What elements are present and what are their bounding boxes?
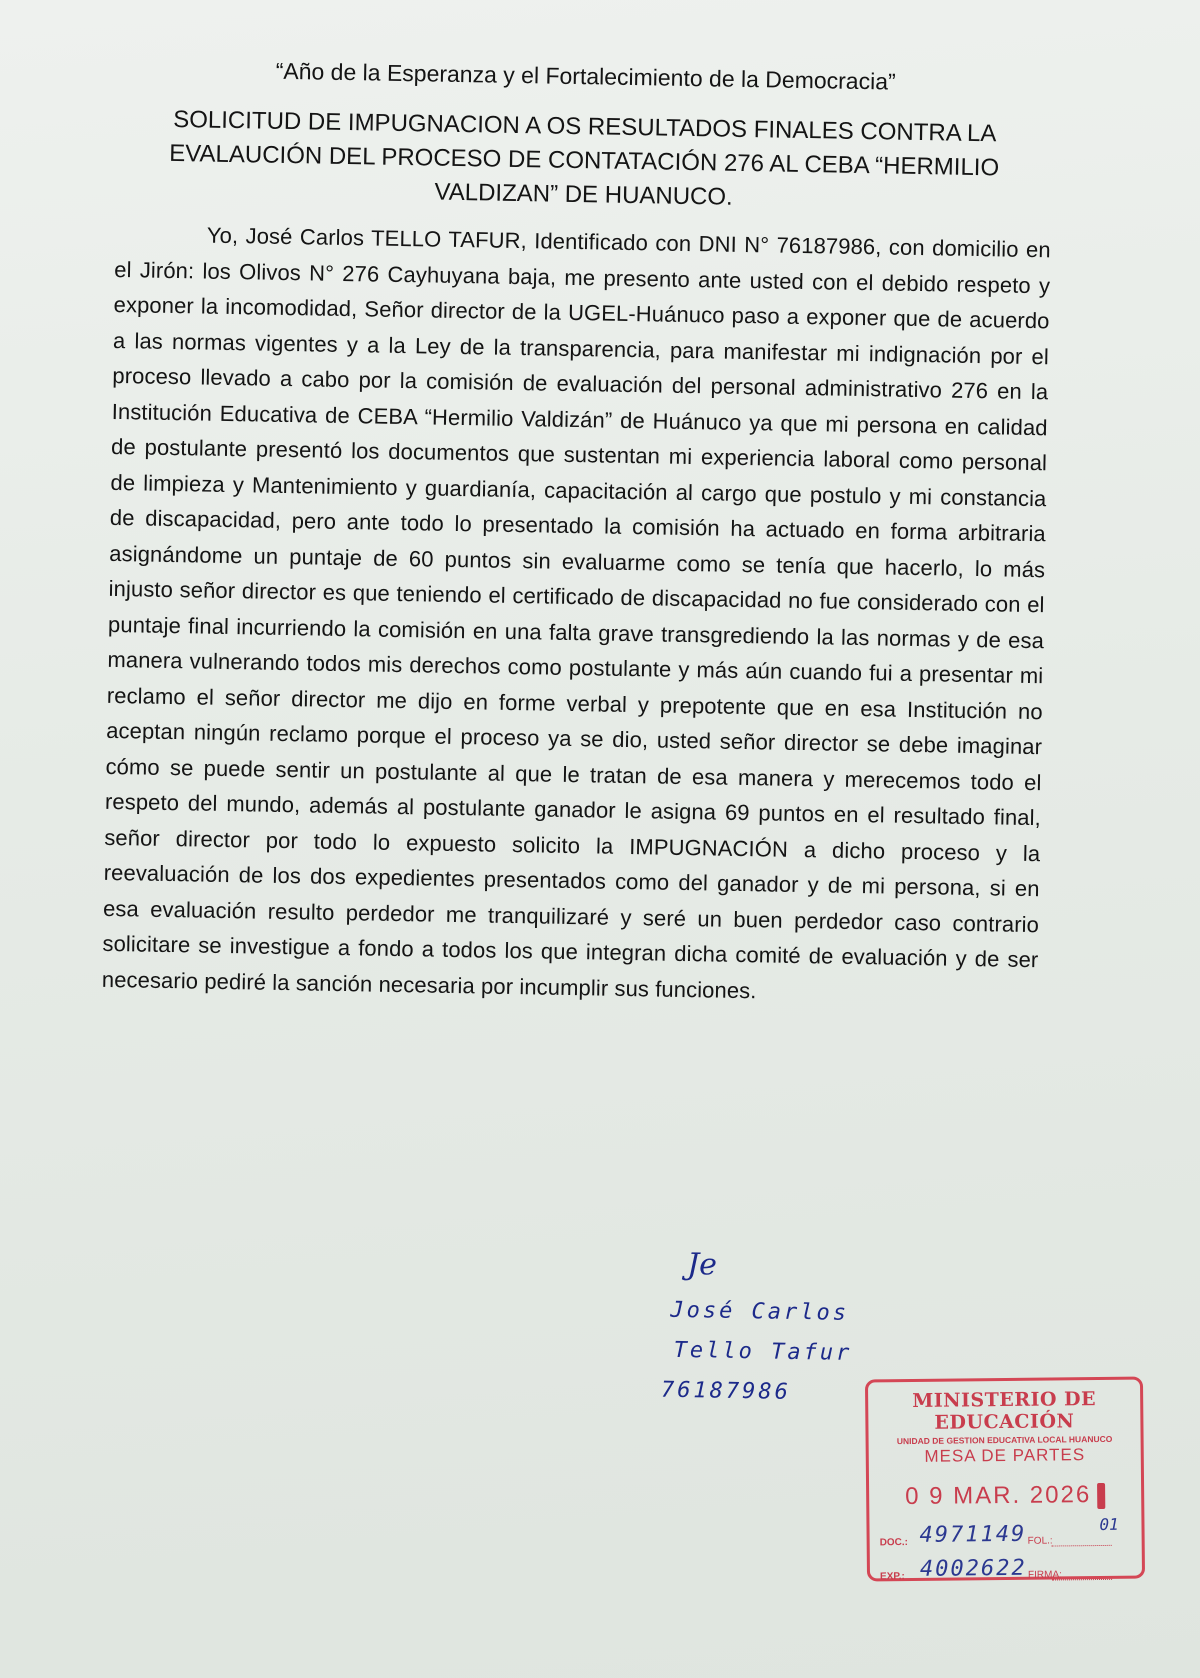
signature-dni: 76187986 (660, 1377, 792, 1405)
stamp-doc-dotted-line (1052, 1545, 1112, 1547)
handwritten-signature (609, 1246, 872, 1415)
letter-body: Yo, José Carlos TELLO TAFUR, Identificado con DNI N° 76187986, con domicilio en el Jirón: los Olivos N° 276 Cayhuyana baja, me presento ante usted con el debido respeto y exponer la incomodidad, Señor director de la UGEL-Huánuco paso a exponer que de acuerdo a las normas vigentes y a la Ley de la transparencia, para manifestar mi indignación por el proceso llevado a cabo por la comisión de evaluación del personal administrativo 276 en la Institución Educativa de CEBA “Hermilio Valdizán” de Huánuco ya que mi persona en calidad de postulante presentó los documentos que sustentan mi experiencia laboral como personal de limpieza y Mantenimiento y guardianía, capacitación al cargo que postulo y mi constancia de discapacidad, pero ante todo lo presentado la comisión ha actuado en forma arbitraria asignándome un puntaje de 60 puntos sin evaluarme como se tenía que hacerlo, lo más injusto señor director es que teniendo el certificado de discapacidad no fue considerado con el puntaje final incurriendo la comisión en una falta grave transgrediendo la las normas y de esa manera vulnerando todos mis derechos como postulante y más aún cuando fui a presentar mi reclamo el señor director me dijo en forme verbal y prepotente que en esa Institución no aceptan ningún reclamo porque el proceso ya se dio, usted señor director se debe imaginar cómo se puede sentir un postulante al que le tratan de esa manera y merecemos todo el respeto del mundo, además al postulante ganador le asigna 69 puntos en el resultado final, señor director por todo lo expuesto solicito la IMPUGNACIÓN a dicho proceso y la reevaluación de los dos expedientes presentados como del ganador y de mi persona, si en esa evaluación resulto perdedor me tranquilizaré y seré un buen perdedor caso contrario solicitare se investigue a fondo a todos los que integran dicha comité de evaluación y de ser necesario pediré la sanción necesaria por incumplir sus funciones. (101, 222, 1051, 1003)
signature-first-name: José Carlos (670, 1297, 850, 1326)
year-motto: “Año de la Esperanza y el Fortalecimiento de la Democracia” (275, 57, 896, 95)
stamp-date-row (869, 1481, 1141, 1512)
stamp-doc-label: DOC.: (879, 1537, 909, 1549)
stamp-date: 0 9 MAR. 2026 (904, 1481, 1092, 1511)
stamp-firma-label: FIRMA: (1027, 1569, 1062, 1581)
stamp-organization: MINISTERIO DE EDUCACIÓN (912, 1388, 1097, 1434)
document-title: SOLICITUD DE IMPUGNACION A OS RESULTADOS FINALES CONTRA LA EVALAUCIÓN DEL PROCESO DE CONTATACIÓN 276 AL CEBA “HERMILIO VALDIZAN” DE HUANUCO. (169, 105, 1000, 211)
stamp-fields (869, 1514, 1142, 1592)
stamp-exp-dotted-line (1052, 1579, 1112, 1581)
letter-content (102, 55, 1054, 1013)
stamp-exp-label: EXP.: (879, 1571, 905, 1583)
stamp-fol-label: FOL.: (1027, 1535, 1053, 1547)
stamp-exp-row (870, 1555, 1142, 1592)
signature-mark: Je (686, 1247, 718, 1283)
reception-stamp (865, 1377, 1145, 1582)
stamp-exp-number: 4002622 (919, 1555, 1027, 1582)
stamp-doc-number: 4971149 (919, 1521, 1027, 1548)
stamp-unit: UNIDAD DE GESTION EDUCATIVA LOCAL HUANUCO (896, 1433, 1113, 1447)
stamp-doc-row (869, 1514, 1141, 1558)
stamp-office: MESA DE PARTES (924, 1445, 1086, 1466)
signature-last-name: Tello Tafur (673, 1337, 853, 1366)
stamp-fol-value: 01 (1099, 1514, 1119, 1535)
stamp-date-bar (1097, 1483, 1105, 1509)
